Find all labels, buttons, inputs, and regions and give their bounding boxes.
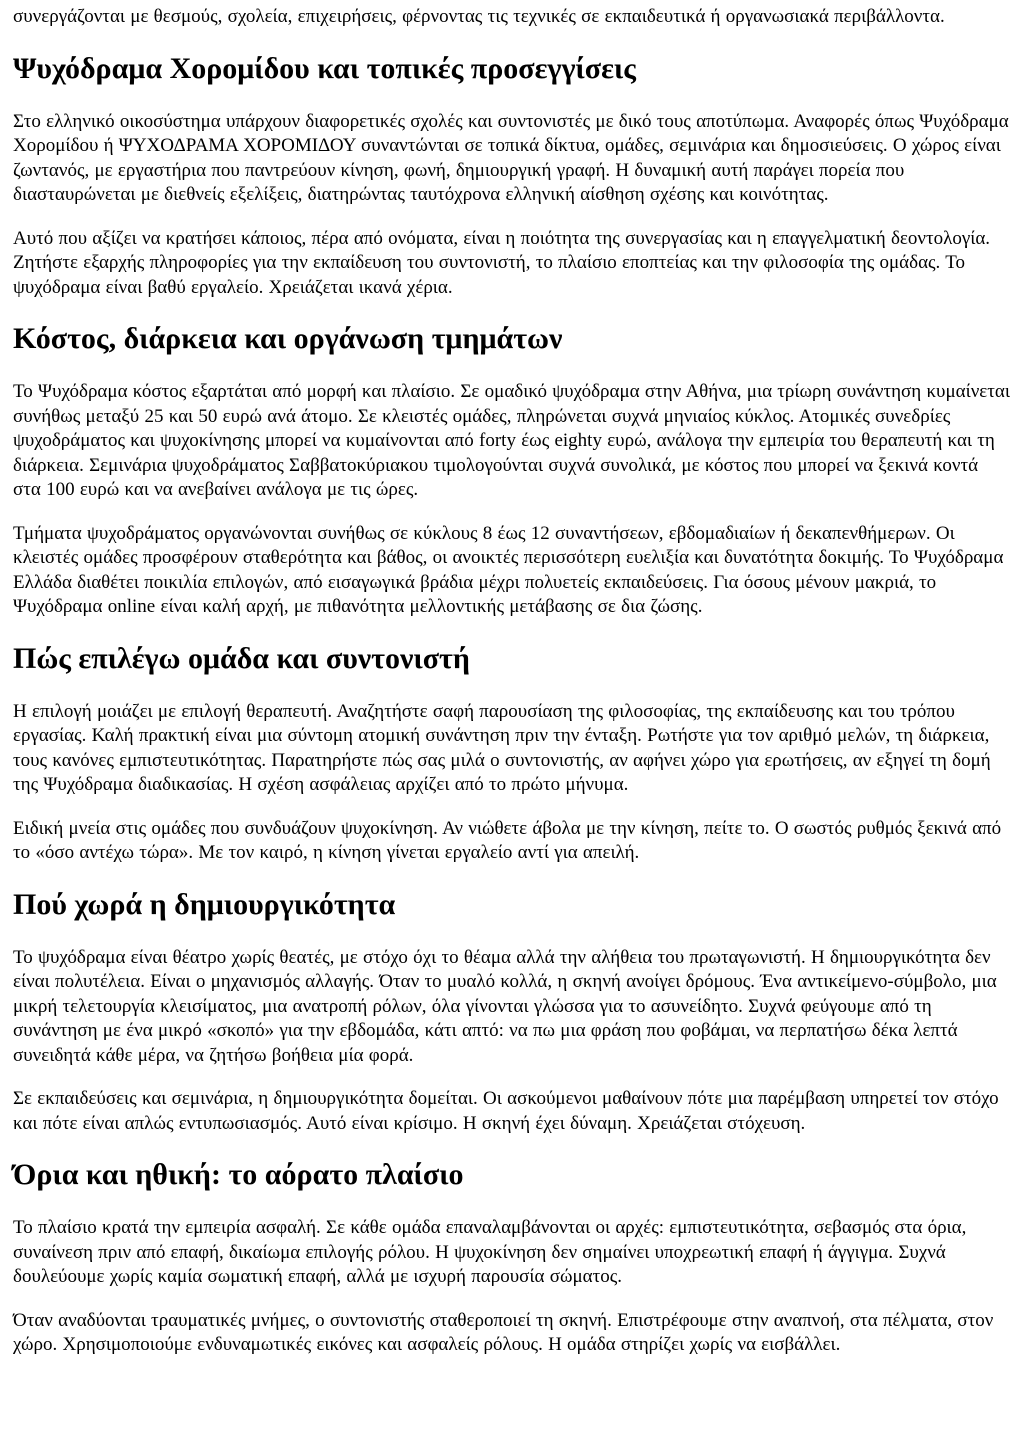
paragraph: Τμήματα ψυχοδράματος οργανώνονται συνήθως σε κύκλους 8 έως 12 συναντήσεων, εβδομαδιαίων ή δεκαπενθήμερων. Οι κλειστές ομάδες προσφέρουν σταθερότητα και βάθος, οι ανοικτές περισσότερη ευελιξία και δυνατότητα δοκιμής. Το Ψυχόδραμα Ελλάδα διαθέτει ποικιλία επιλογών, από εισαγωγικά βράδια μέχρι πολυετείς εκπαιδεύσεις. Για όσους μένουν μακριά, το Ψυχόδραμα online είναι καλή αρχή, με πιθανότητα μελλοντικής μετάβασης σε δια ζώσης. bbox=[13, 522, 1004, 617]
section-heading-creativity: Πού χωρά η δημιουργικότητα bbox=[13, 887, 396, 921]
section-choromidou-local-approaches bbox=[13, 51, 1011, 301]
section-heading-choromidou: Ψυχόδραμα Χορομίδου και τοπικές προσεγγίσεις bbox=[13, 51, 636, 85]
paragraph: Στο ελληνικό οικοσύστημα υπάρχουν διαφορετικές σχολές και συντονιστές με δικό τους αποτύπωμα. Αναφορές όπως Ψυχόδραμα Χορομίδου ή ΨΥΧΟΔΡΑΜΑ ΧΟΡΟΜΙΔΟΥ συναντώνται σε τοπικά δίκτυα, ομάδες, σεμινάρια και δημοσιεύσεις. Ο χώρος είναι ζωντανός, με εργαστήρια που παντρεύουν κίνηση, φωνή, δημιουργική γραφή. Η δυναμική αυτή παράγει πορεία που διασταυρώνεται με διεθνείς εξελίξεις, διατηρώντας ταυτόχρονα ελληνική αίσθηση σχέσης και κοινότητας. bbox=[13, 110, 1009, 205]
paragraph: Σε εκπαιδεύσεις και σεμινάρια, η δημιουργικότητα δομείται. Οι ασκούμενοι μαθαίνουν πότε μια παρέμβαση υπηρετεί τον στόχο και πότε είναι απλώς εντυπωσιασμός. Αυτό είναι κρίσιμο. Η σκηνή έχει δύναμη. Χρειάζεται στόχευση. bbox=[13, 1088, 999, 1134]
section-heading-choosing-group: Πώς επιλέγω ομάδα και συντονιστή bbox=[13, 641, 470, 675]
paragraph: Όταν αναδύονται τραυματικές μνήμες, ο συντονιστής σταθεροποιεί τη σκηνή. Επιστρέφουμε στην αναπνοή, στα πέλματα, στον χώρο. Χρησιμοποιούμε ενδυναμωτικές εικόνες και ασφαλείς ρόλους. Η ομάδα στηρίζει χωρίς να εισβάλλει. bbox=[13, 1309, 994, 1355]
intro-paragraph-partial: συνεργάζονται με θεσμούς, σχολεία, επιχειρήσεις, φέρνοντας τις τεχνικές σε εκπαιδευτικά ή οργανωσιακά περιβάλλοντα. bbox=[13, 6, 945, 27]
section-boundaries-ethics bbox=[13, 1157, 1011, 1358]
paragraph: Το πλαίσιο κρατά την εμπειρία ασφαλή. Σε κάθε ομάδα επαναλαμβάνονται οι αρχές: εμπιστευτικότητα, σεβασμός στα όρια, συναίνεση πριν από επαφή, δικαίωμα επιλογής ρόλου. Η ψυχοκίνηση δεν σημαίνει υποχρεωτική επαφή ή άγγιγμα. Συχνά δουλεύουμε χωρίς καμία σωματική επαφή, αλλά με ισχυρή παρουσία σώματος. bbox=[13, 1217, 967, 1287]
paragraph: Αυτό που αξίζει να κρατήσει κάποιος, πέρα από ονόματα, είναι η ποιότητα της συνεργασίας και η επαγγελματική δεοντολογία. Ζητήστε εξαρχής πληροφορίες για την εκπαίδευση του συντονιστή, το πλαίσιο εποπτείας και την φιλοσοφία της ομάδας. Το ψυχόδραμα είναι βαθύ εργαλείο. Χρειάζεται ικανά χέρια. bbox=[13, 227, 991, 298]
paragraph: Το ψυχόδραμα είναι θέατρο χωρίς θεατές, με στόχο όχι το θέαμα αλλά την αλήθεια του πρωταγωνιστή. Η δημιουργικότητα δεν είναι πολυτέλεια. Είναι ο μηχανισμός αλλαγής. Όταν το μυαλό κολλά, η σκηνή ανοίγει δρόμους. Ένα αντικείμενο-σύμβολο, μια μικρή τελετουργία κλεισίματος, μια ανατροπή ρόλων, όλα γίνονται γλώσσα για το ασυνείδητο. Συχνά φεύγουμε από τη συνάντηση με ένα μικρό «σκοπό» για την εβδομάδα, κάτι απτό: να πω μια φράση που φοβάμαι, να περπατήσω δέκα λεπτά συνειδητά κάθε μέρα, να ζητήσω βοήθεια μία φορά. bbox=[13, 946, 997, 1066]
section-choosing-group bbox=[13, 641, 1011, 866]
paragraph: Ειδική μνεία στις ομάδες που συνδυάζουν ψυχοκίνηση. Αν νιώθετε άβολα με την κίνηση, πείτε το. Ο σωστός ρυθμός ξεκινά από το «όσο αντέχω τώρα». Με τον καιρό, η κίνηση γίνεται εργαλείο αντί για απειλή. bbox=[13, 817, 1002, 863]
paragraph: Το Ψυχόδραμα κόστος εξαρτάται από μορφή και πλαίσιο. Σε ομαδικό ψυχόδραμα στην Αθήνα, μια τρίωρη συνάντηση κυμαίνεται συνήθως μεταξύ 25 και 50 ευρώ ανά άτομο. Σε κλειστές ομάδες, πληρώνεται συχνά μηνιαίος κύκλος. Ατομικές συνεδρίες ψυχοδράματος και ψυχοκίνησης μπορεί να κυμαίνονται από forty έως eighty ευρώ, ανάλογα την εμπειρία του θεραπευτή και τη διάρκεια. Σεμινάρια ψυχοδράματος Σαββατοκύριακου τιμολογούνται συχνά συνολικά, με κόστος που μπορεί να ξεκινά κοντά στα 100 ευρώ και να ανεβαίνει ανάλογα με τις ώρες. bbox=[13, 381, 1010, 500]
paragraph: Η επιλογή μοιάζει με επιλογή θεραπευτή. Αναζητήστε σαφή παρουσίαση της φιλοσοφίας, της εκπαίδευσης και του τρόπου εργασίας. Καλή πρακτική είναι μια σύντομη ατομική συνάντηση πριν την ένταξη. Ρωτήστε για τον αριθμό μελών, τη διάρκεια, τους κανόνες εμπιστευτικότητας. Παρατηρήστε πώς σας μιλά ο συντονιστής, αν αφήνει χώρο για ερωτήσεις, αν εξηγεί τη δομή της Ψυχόδραμα διαδικασίας. Η σχέση ασφάλειας αρχίζει από το πρώτο μήνυμα. bbox=[13, 700, 991, 795]
section-cost-duration bbox=[13, 321, 1011, 620]
section-heading-cost: Κόστος, διάρκεια και οργάνωση τμημάτων bbox=[13, 322, 563, 355]
section-creativity bbox=[13, 887, 1011, 1137]
section-heading-boundaries: Όρια και ηθική: το αόρατο πλαίσιο bbox=[13, 1158, 464, 1191]
